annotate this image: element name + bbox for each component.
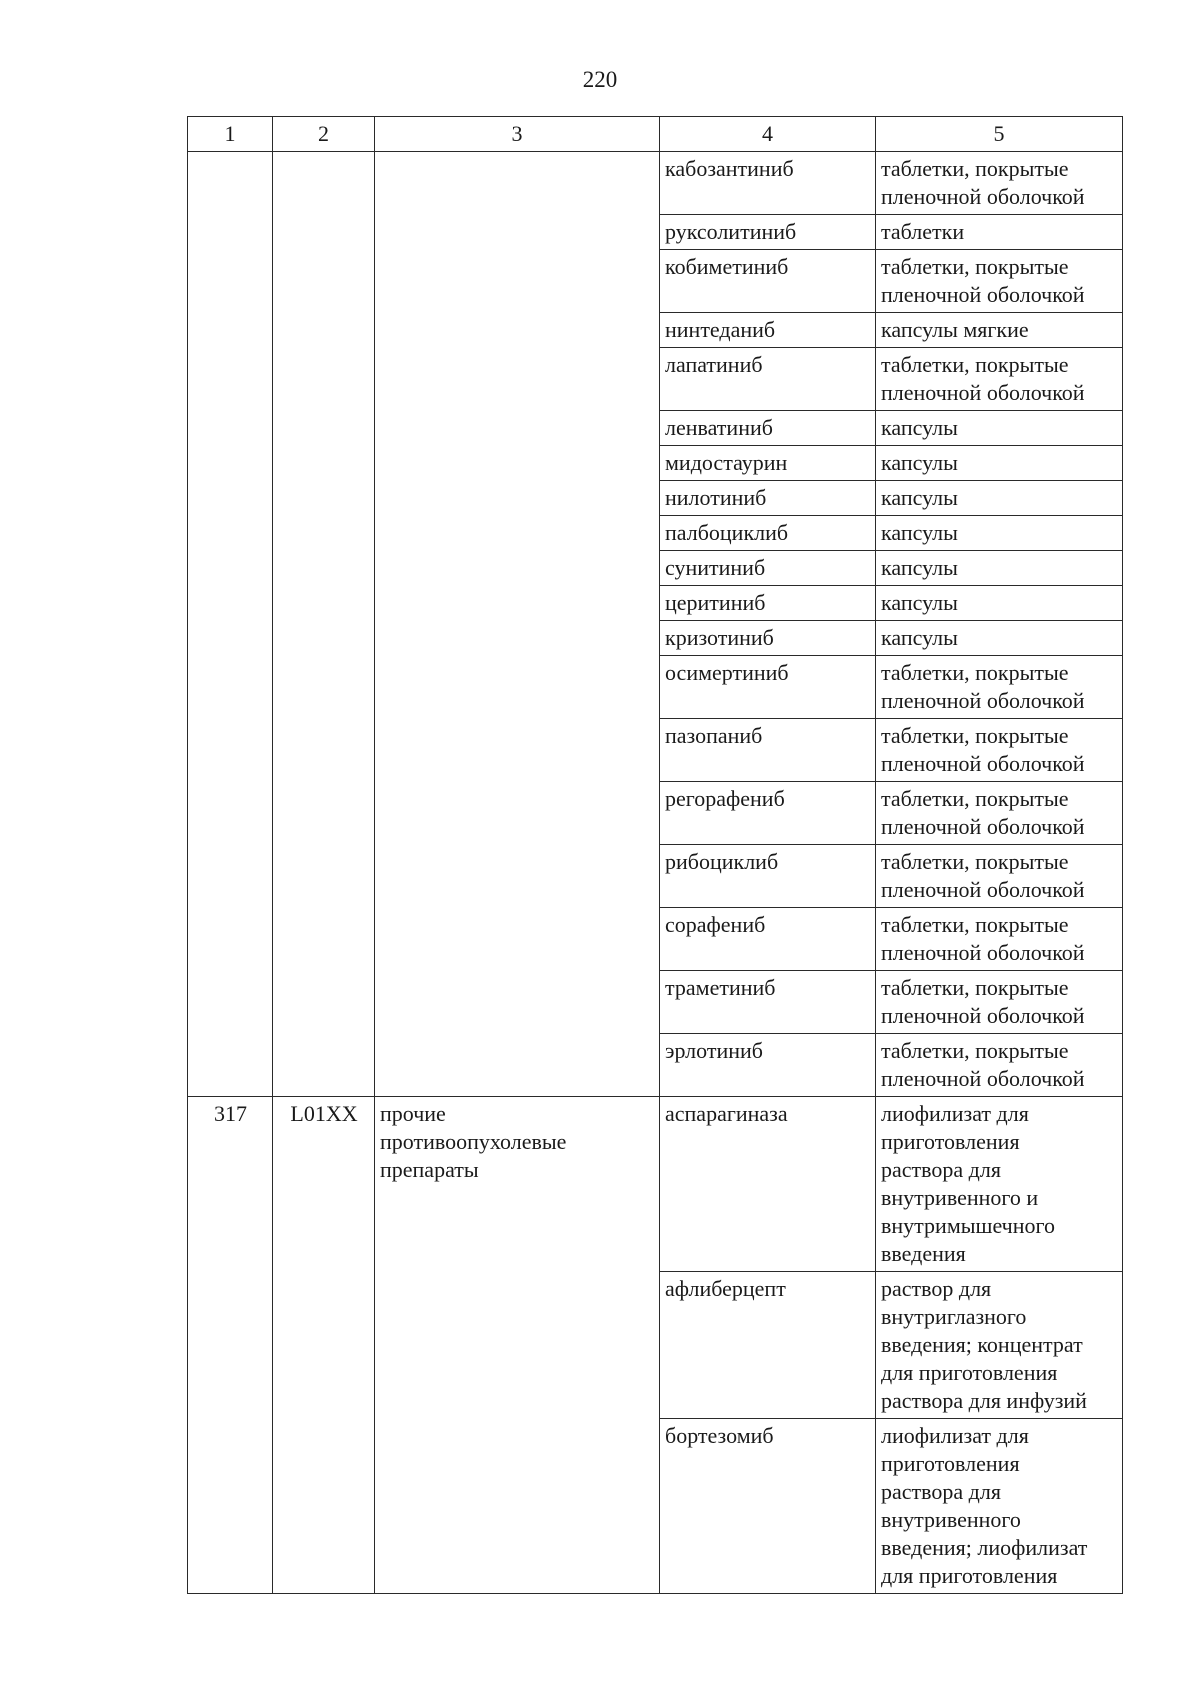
drug-name-cell: мидостаурин — [660, 446, 876, 481]
header-col-4: 4 — [660, 117, 876, 152]
page-number: 220 — [582, 67, 618, 92]
drug-name-cell: кабозантиниб — [660, 152, 876, 215]
dosage-form-cell: капсулы — [876, 621, 1123, 656]
drug-name-cell: рибоциклиб — [660, 845, 876, 908]
drug-name-cell: регорафениб — [660, 782, 876, 845]
drug-name-cell: пазопаниб — [660, 719, 876, 782]
table-row — [188, 152, 1123, 215]
drug-name-cell: траметиниб — [660, 971, 876, 1034]
header-row — [188, 117, 1123, 152]
dosage-form-cell: таблетки, покрытые пленочной оболочкой — [876, 656, 1123, 719]
header-col-5: 5 — [876, 117, 1123, 152]
dosage-form-cell: капсулы — [876, 481, 1123, 516]
drug-name-cell: осимертиниб — [660, 656, 876, 719]
dosage-form-cell: таблетки, покрытые пленочной оболочкой — [876, 719, 1123, 782]
dosage-form-cell: лиофилизат для приготовления раствора для внутривенного и внутримышечного введения — [876, 1097, 1123, 1272]
table-row — [188, 1097, 1123, 1272]
dosage-form-cell: капсулы — [876, 586, 1123, 621]
dosage-form-cell: раствор для внутриглазного введения; концентрат для приготовления раствора для инфузий — [876, 1272, 1123, 1419]
dosage-form-cell: таблетки, покрытые пленочной оболочкой — [876, 152, 1123, 215]
dosage-form-cell: таблетки — [876, 215, 1123, 250]
header-col-3: 3 — [375, 117, 660, 152]
drug-name-cell: церитиниб — [660, 586, 876, 621]
drug-name-cell: сунитиниб — [660, 551, 876, 586]
dosage-form-cell: капсулы — [876, 516, 1123, 551]
drug-name-cell: нилотиниб — [660, 481, 876, 516]
drug-name-cell: аспарагиназа — [660, 1097, 876, 1272]
dosage-form-cell: таблетки, покрытые пленочной оболочкой — [876, 845, 1123, 908]
dosage-form-cell: таблетки, покрытые пленочной оболочкой — [876, 971, 1123, 1034]
drug-name-cell: палбоциклиб — [660, 516, 876, 551]
group-name-cell — [375, 152, 660, 1097]
dosage-form-cell: таблетки, покрытые пленочной оболочкой — [876, 782, 1123, 845]
group-number-cell: 317 — [188, 1097, 273, 1594]
drug-name-cell: кобиметиниб — [660, 250, 876, 313]
dosage-form-cell: капсулы — [876, 446, 1123, 481]
table-header — [188, 117, 1123, 152]
dosage-form-cell: лиофилизат для приготовления раствора для внутривенного введения; лиофилизат для приготовления — [876, 1419, 1123, 1594]
header-col-2: 2 — [273, 117, 375, 152]
drug-name-cell: лапатиниб — [660, 348, 876, 411]
atc-code-cell — [273, 152, 375, 1097]
drug-name-cell: кризотиниб — [660, 621, 876, 656]
drug-name-cell: ленватиниб — [660, 411, 876, 446]
header-col-1: 1 — [188, 117, 273, 152]
drug-name-cell: бортезомиб — [660, 1419, 876, 1594]
dosage-form-cell: таблетки, покрытые пленочной оболочкой — [876, 908, 1123, 971]
dosage-form-cell: таблетки, покрытые пленочной оболочкой — [876, 348, 1123, 411]
drug-name-cell: сорафениб — [660, 908, 876, 971]
atc-code-cell: L01XX — [273, 1097, 375, 1594]
dosage-form-cell: капсулы — [876, 551, 1123, 586]
dosage-form-cell: таблетки, покрытые пленочной оболочкой — [876, 1034, 1123, 1097]
drug-table — [187, 116, 1123, 1594]
drug-name-cell: руксолитиниб — [660, 215, 876, 250]
dosage-form-cell: капсулы мягкие — [876, 313, 1123, 348]
drug-name-cell: нинтеданиб — [660, 313, 876, 348]
group-number-cell — [188, 152, 273, 1097]
table-body — [188, 152, 1123, 1594]
dosage-form-cell: капсулы — [876, 411, 1123, 446]
drug-name-cell: эрлотиниб — [660, 1034, 876, 1097]
drug-name-cell: афлиберцепт — [660, 1272, 876, 1419]
dosage-form-cell: таблетки, покрытые пленочной оболочкой — [876, 250, 1123, 313]
group-name-cell: прочие противоопухолевые препараты — [375, 1097, 660, 1594]
